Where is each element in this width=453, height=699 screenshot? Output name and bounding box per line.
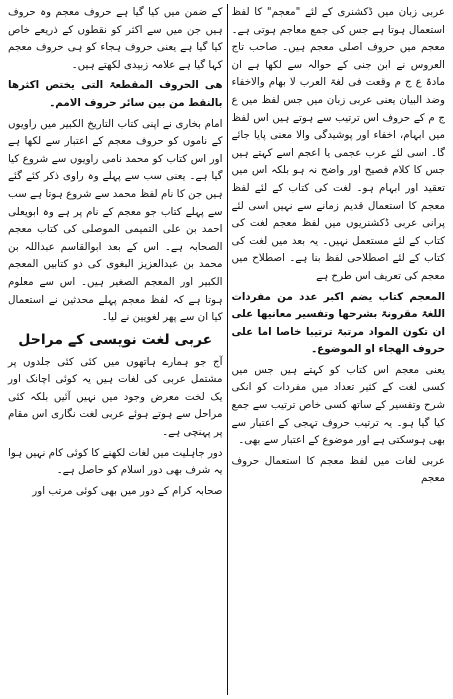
paragraph-mujam-definition: عربی زبان میں ڈکشنری کے لئے "معجم" کا لفظ استعمال ہوتا ہے جس کی جمع معاجم ہوتی ہے۔ معجم میں حروف اصلی معجم ہیں۔ صاحب تاج العروس نے ابن جنی کے حوالہ سے لکھا ہے ان مادۃ ع ج م وقعت فی لغۃ العرب لا بھام والاخفاء وضد البیان یعنی عربی زبان میں جس لفظ میں ع ج م کے حروف اس ترتیب سے ہوتے ہیں اس لفظ میں ابہام، اخفاء اور پوشیدگی والا معنی پایا جائے گا۔ اسی لئے عرب عجمی یا اعجم اسے کہتے ہیں جس کا کلام فصیح اور واضح نہ ہو بلکہ اس میں تعقید اور ابہام ہو۔ لغت کی کتاب کے لئے لفظ معجم کا استعمال قدیم زمانے سے نہیں اسی لئے پرانی عربی ڈکشنریوں میں لفظ معجم لغت کی کتاب کے لئے مستعمل نہیں۔ یہ بعد میں لغت کی کتاب کے لئے اصطلاحی لفظ بنا ہے۔ اصطلاح میں معجم کی تعریف اس طرح ہے: [231, 6, 445, 282]
paragraph-urdu-explanation: یعنی معجم اس کتاب کو کہتے ہیں جس میں کسی لغت کے کثیر تعداد میں مفردات کو انکی شرح وتفسیر کے ساتھ کسی خاص ترتیب سے جمع کیا گیا ہو۔ یہ ترتیب حروف تہجی کے اعتبار سے بھی ہوسکتی ہے اور موضوع کے اعتبار سے بھی۔: [231, 363, 445, 447]
paragraph-zubaidi-quote: ھی الحروف المقطعۃ التی یختص اکثرھا بالنقط من بین سائر حروف الامم۔: [8, 79, 223, 109]
section-heading: عربی لغت نویسی کے مراحل: [18, 331, 213, 348]
left-column: [4, 4, 227, 695]
paragraph-huroof-mujam: کے ضمن میں کیا گیا ہے حروف معجم وہ حروف ہیں جن میں سے اکثر کو نقطوں کے ذریعے خاص کیا گیا ہے یعنی حروف ہجاء کو ہی حروف معجم کہا گیا ہے علامہ زبیدی لکھتے ہیں۔: [8, 6, 223, 71]
paragraph-jahiliyya: دور جاہلیت میں لغات لکھنے کا کوئی کام نہیں ہوا یہ شرف بھی دور اسلام کو حاصل ہے۔: [8, 446, 223, 477]
paragraph-continuation: عربی لغات میں لفظ معجم کا استعمال حروف معجم: [231, 454, 445, 485]
paragraph-sahaba: صحابہ کرام کے دور میں بھی کوئی مرتب اور: [32, 484, 223, 497]
paragraph-stages-intro: آج جو ہمارے ہاتھوں میں کئی کئی جلدوں پر مشتمل عربی کی لغات ہیں یہ کوئی اچانک اور یک لخت معرض وجود میں نہیں آئیں بلکہ کئی مراحل سے ہوتے ہوئے عربی لغت نگاری اس مقام پر پہنچی ہے۔: [8, 355, 223, 439]
two-column-layout: [4, 4, 449, 695]
paragraph-arabic-definition: المعجم کتاب یضم اکبر عدد من مفردات اللغۃ مقرونۃ بشرحھا وتفسیر معانیھا علی ان تکون المواد مرتبۃ ترتیبا خاصا اما علی حروف الھجاء او الموضوع۔: [231, 290, 445, 356]
paragraph-bukhari: امام بخاری نے اپنی کتاب التاریخ الکبیر میں راویوں کے ناموں کو حروف معجم کے اعتبار سے لکھا ہے اور اس کتاب کو محمد نامی راویوں سے شروع کیا گیا ہے۔ یعنی سب سے پہلے وہ راوی ذکر کئے گئے ہیں جن کا نام لفظ محمد سے شروع ہوتا ہے سب سے پہلے کتاب جو معجم کے نام پر ہے وہ ابویعلی احمد بن علی التمیمی الموصلی کی کتاب معجم الصحابہ ہے۔ اس کے بعد ابوالقاسم عبداللہ بن محمد بن عبدالعزیز البغوی کی دو کتابیں المعجم الکبیر اور المعجم الصغیر ہیں۔ اس سے معلوم ہوتا ہے کہ لفظ معجم پہلے محدثین نے استعمال کیا ان سے پھر لغویین نے لیا۔: [8, 117, 223, 324]
right-column: [227, 4, 450, 695]
